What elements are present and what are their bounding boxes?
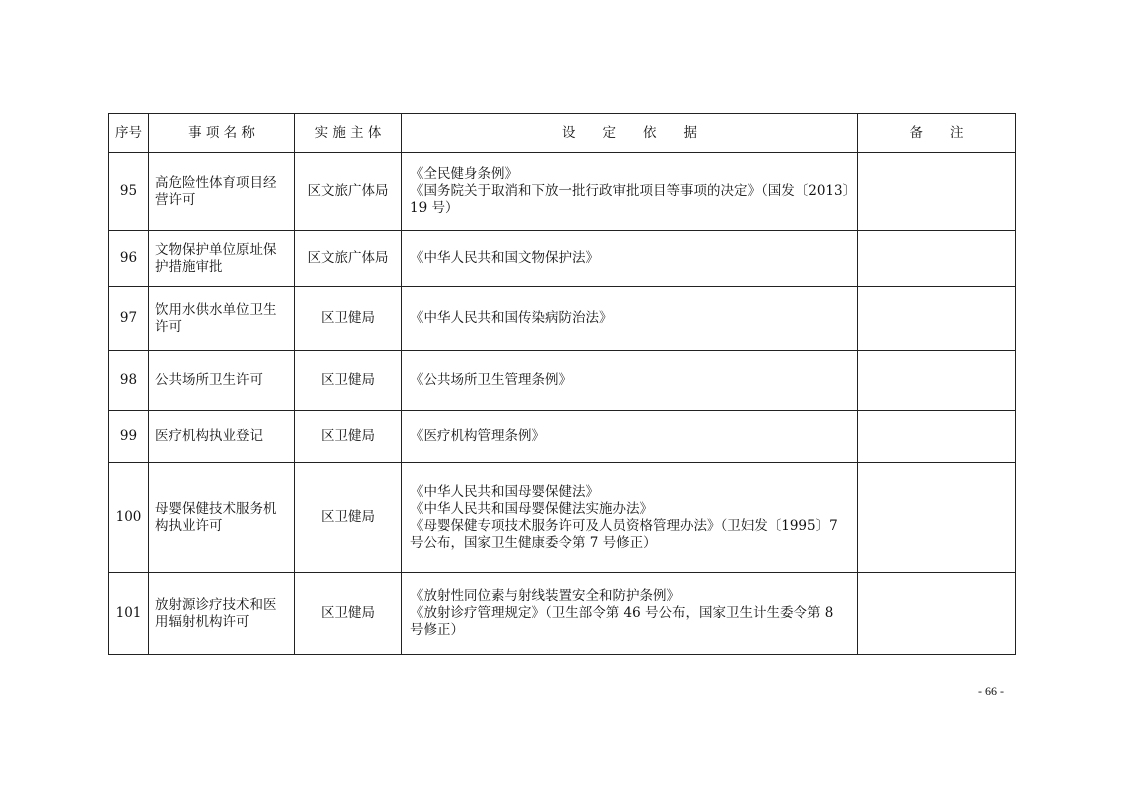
legal-basis-line: 《中华人民共和国母婴保健法实施办法》 — [410, 500, 653, 517]
row-number: 99 — [109, 411, 149, 463]
implementing-body: 区卫健局 — [295, 351, 402, 411]
legal-basis — [402, 573, 858, 655]
implementing-body: 区卫健局 — [295, 287, 402, 351]
item-name: 饮用水供水单位卫生许可 — [149, 287, 295, 351]
legal-basis-line: 《放射性同位素与射线装置安全和防护条例》 — [410, 588, 680, 604]
legal-basis-line: 《放射诊疗管理规定》（卫生部令第 46 号公布，国家卫生计生委令第 8 号修正） — [410, 605, 834, 638]
remark — [858, 351, 1016, 411]
implementing-body: 区卫健局 — [295, 411, 402, 463]
table-row — [109, 411, 1016, 463]
legal-basis — [402, 153, 858, 231]
row-number: 95 — [109, 153, 149, 231]
header-name: 事 项 名 称 — [149, 114, 295, 153]
row-number: 96 — [109, 231, 149, 287]
legal-basis — [402, 287, 858, 351]
item-name: 高危险性体育项目经营许可 — [149, 153, 295, 231]
remark — [858, 287, 1016, 351]
legal-basis — [402, 463, 858, 573]
item-name: 医疗机构执业登记 — [149, 411, 295, 463]
legal-basis-line: 《医疗机构管理条例》 — [410, 428, 545, 444]
legal-basis-line: 《中华人民共和国传染病防治法》 — [410, 310, 613, 326]
header-note: 备 注 — [858, 114, 1016, 153]
legal-basis-line: 《公共场所卫生管理条例》 — [410, 372, 572, 388]
implementing-body: 区卫健局 — [295, 573, 402, 655]
table-row — [109, 351, 1016, 411]
legal-basis — [402, 411, 858, 463]
legal-basis-line: 《母婴保健专项技术服务许可及人员资格管理办法》（卫妇发〔1995〕7 号公布，国家卫生健康委令第 7 号修正） — [410, 517, 838, 551]
remark — [858, 573, 1016, 655]
legal-basis-line: 《全民健身条例》 — [410, 166, 518, 182]
table-row — [109, 153, 1016, 231]
remark — [858, 411, 1016, 463]
row-number: 101 — [109, 573, 149, 655]
page-number: - 66 - — [978, 684, 1004, 698]
legal-basis-line: 《中华人民共和国母婴保健法》 — [410, 483, 599, 500]
header-row — [109, 114, 1016, 153]
implementing-body: 区卫健局 — [295, 463, 402, 573]
row-number: 100 — [109, 463, 149, 573]
item-name: 公共场所卫生许可 — [149, 351, 295, 411]
row-number: 97 — [109, 287, 149, 351]
header-basis: 设 定 依 据 — [402, 114, 858, 153]
item-name: 母婴保健技术服务机构执业许可 — [149, 463, 295, 573]
implementing-body: 区文旅广体局 — [295, 231, 402, 287]
item-name: 文物保护单位原址保护措施审批 — [149, 231, 295, 287]
remark — [858, 463, 1016, 573]
row-number: 98 — [109, 351, 149, 411]
implementing-body: 区文旅广体局 — [295, 153, 402, 231]
legal-basis-line: 《国务院关于取消和下放一批行政审批项目等事项的决定》（国发〔2013〕19 号） — [410, 183, 850, 216]
legal-basis — [402, 351, 858, 411]
table-row — [109, 573, 1016, 655]
table-row — [109, 463, 1016, 573]
table-row — [109, 287, 1016, 351]
items-table — [108, 113, 1016, 655]
header-org: 实 施 主 体 — [295, 114, 402, 153]
header-num: 序号 — [109, 114, 149, 153]
remark — [858, 153, 1016, 231]
remark — [858, 231, 1016, 287]
legal-basis-line: 《中华人民共和国文物保护法》 — [410, 250, 599, 266]
legal-basis — [402, 231, 858, 287]
table-row — [109, 231, 1016, 287]
item-name: 放射源诊疗技术和医用辐射机构许可 — [149, 573, 295, 655]
